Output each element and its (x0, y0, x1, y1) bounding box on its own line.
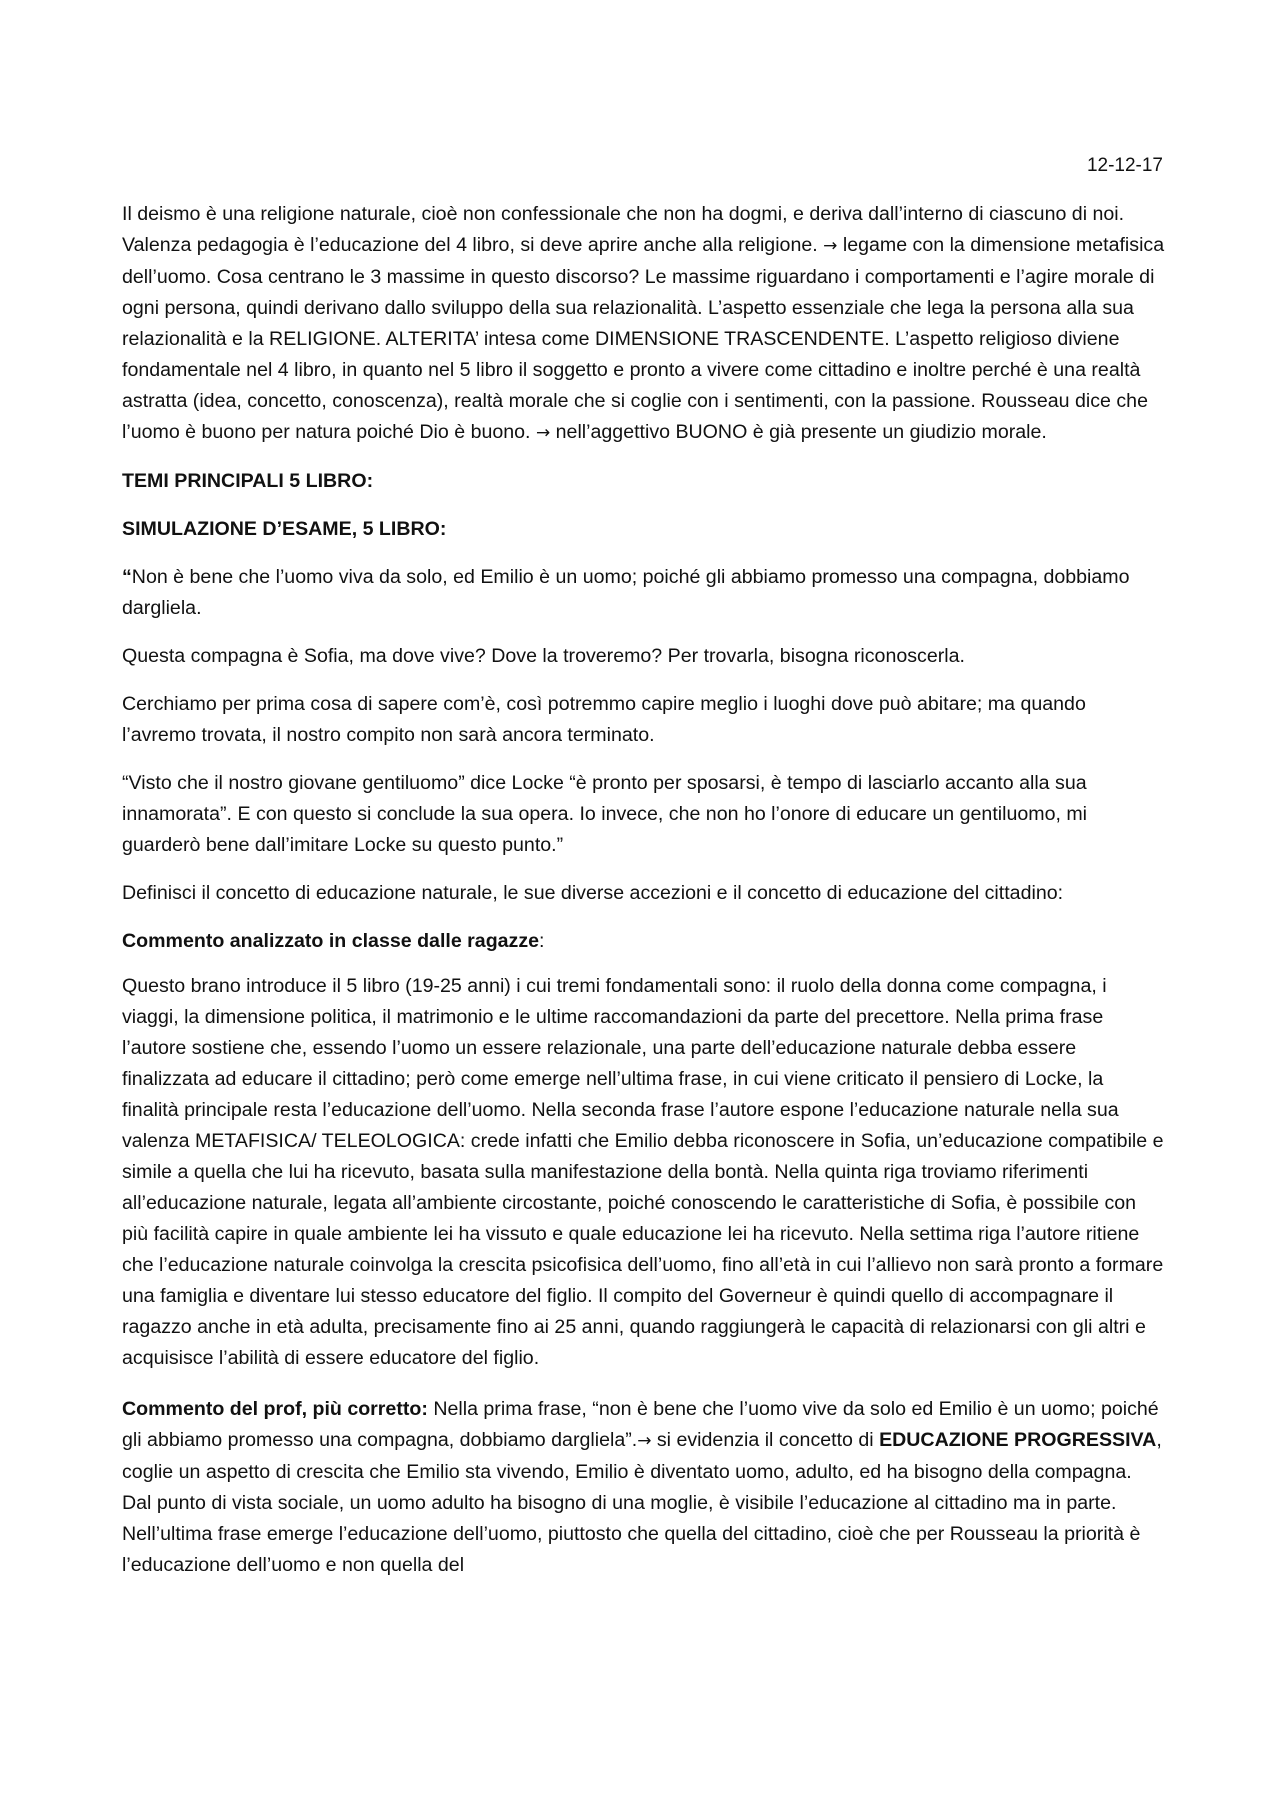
exam-question: Definisci il concetto di educazione naturale, le sue diverse accezioni e il concetto di educazione del cittadino: (122, 882, 1064, 904)
commento-ragazze-heading (122, 926, 1165, 957)
commento-ragazze-label: Commento analizzato in classe dalle ragazze (122, 930, 540, 952)
commento-ragazze-colon: : (539, 930, 545, 952)
commento-prof-text-c: , coglie un aspetto di crescita che Emilio sta vivendo, Emilio è diventato uomo, adulto, ed ha bisogno della compagna. Dal punto di vista sociale, un uomo adulto ha bisogno di una moglie, è visibile l’educazione al cittadino ma in parte. Nell’ultima frase emerge l’educazione dell’uomo, piuttosto che quella del cittadino, cioè che per Rousseau la priorità è l’educazione dell’uomo e non quella del (122, 1429, 1162, 1576)
quote-open-mark: “ (122, 566, 132, 588)
arrow-right-icon: → (535, 423, 551, 443)
commento-ragazze-text: Questo brano introduce il 5 libro (19-25 anni) i cui tremi fondamentali sono: il ruolo della donna come compagna, i viaggi, la dimensione politica, il matrimonio e le ultime raccomandazioni da parte del precettore. Nella prima frase l’autore sostiene che, essendo l’uomo un essere relazionale, una parte dell’educazione naturale debba essere finalizzata ad educare il cittadino; però come emerge nell’ultima frase, in cui viene criticato il pensiero di Locke, la finalità principale resta l’educazione dell’uomo. Nella seconda frase l’autore espone l’educazione naturale nella sua valenza METAFISICA/ TELEOLOGICA: crede infatti che Emilio debba riconoscere in Sofia, un’educazione compatibile e simile a quella che lui ha ricevuto, basata sulla manifestazione della bontà. Nella quinta riga troviamo riferimenti all’educazione naturale, legata all’ambiente circostante, poiché conoscendo le caratteristiche di Sofia, è possibile con più facilità capire in quale ambiente lei ha vissuto e quale educazione lei ha ricevuto. Nella settima riga l’autore ritiene che l’educazione naturale coinvolga la crescita psicofisica dell’uomo, fino all’età in cui l’allievo non sarà pronto a formare una famiglia e diventare lui stesso educatore del figlio. Il compito del Governeur è quindi quello di accompagnare il ragazzo anche in età adulta, precisamente fino ai 25 anni, quando raggiungerà le capacità di relazionarsi con gli altri e acquisisce l’abilità di essere educatore del figlio. (122, 975, 1164, 1369)
paragraph-deismo-part-c: nell’aggettivo BUONO è già presente un giudizio morale. (550, 421, 1047, 443)
commento-prof-label: Commento del prof, più corretto: (122, 1398, 428, 1420)
paragraph-deismo-part-a: Il deismo è una religione naturale, cioè non confessionale che non ha dogmi, e deriva dall’interno di ciascuno di noi. Valenza pedagogia è l’educazione del 4 libro, si deve aprire anche alla religione. (122, 203, 1125, 256)
quote-paragraph-4: “Visto che il nostro giovane gentiluomo” dice Locke “è pronto per sposarsi, è tempo di lasciarlo accanto alla sua innamorata”. E con questo si conclude la sua opera. Io invece, che non ho l’onore di educare un gentiluomo, mi guarderò bene dall’imitare Locke su questo punto.” (122, 772, 1088, 856)
paragraph-deismo (122, 199, 1165, 449)
arrow-right-icon: → (823, 236, 838, 256)
heading-simulazione-esame: SIMULAZIONE D’ESAME, 5 LIBRO: (122, 518, 447, 540)
educazione-progressiva-term: EDUCAZIONE PROGRESSIVA (879, 1429, 1157, 1451)
commento-prof-text-b: si evidenzia il concetto di (651, 1429, 880, 1451)
arrow-right-icon: → (637, 1431, 652, 1451)
document-body (122, 199, 1165, 1598)
commento-prof-paragraph (122, 1394, 1165, 1581)
quote-paragraph-3: Cerchiamo per prima cosa di sapere com’è, così potremmo capire meglio i luoghi dove può abitare; ma quando l’avremo trovata, il nostro compito non sarà ancora terminato. (122, 693, 1086, 746)
quote-paragraph-1 (122, 562, 1165, 624)
document-date: 12-12-17 (1086, 155, 1163, 176)
heading-temi-principali: TEMI PRINCIPALI 5 LIBRO: (122, 470, 374, 492)
commento-prof-text-a: Nella prima frase, “non è bene che l’uomo vive da solo ed Emilio è un uomo; poiché gli abbiamo promesso una compagna, dobbiamo dargliela”. (122, 1398, 1159, 1451)
paragraph-deismo-part-b: legame con la dimensione metafisica dell’uomo. Cosa centrano le 3 massime in questo discorso? Le massime riguardano i comportamenti e l’agire morale di ogni persona, quindi derivano dallo sviluppo della sua relazionalità. L’aspetto essenziale che lega la persona alla sua relazionalità e la RELIGIONE. ALTERITA’ intesa come DIMENSIONE TRASCENDENTE. L’aspetto religioso diviene fondamentale nel 4 libro, in quanto nel 5 libro il soggetto e pronto a vivere come cittadino e inoltre perché è una realtà astratta (idea, concetto, conoscenza), realtà morale che si coglie con i sentimenti, con la passione. Rousseau dice che l’uomo è buono per natura poiché Dio è buono. (122, 234, 1165, 443)
quote-paragraph-2: Questa compagna è Sofia, ma dove vive? Dove la troveremo? Per trovarla, bisogna riconoscerla. (122, 645, 965, 667)
quote-text-1: Non è bene che l’uomo viva da solo, ed Emilio è un uomo; poiché gli abbiamo promesso una compagna, dobbiamo dargliela. (122, 566, 1130, 619)
